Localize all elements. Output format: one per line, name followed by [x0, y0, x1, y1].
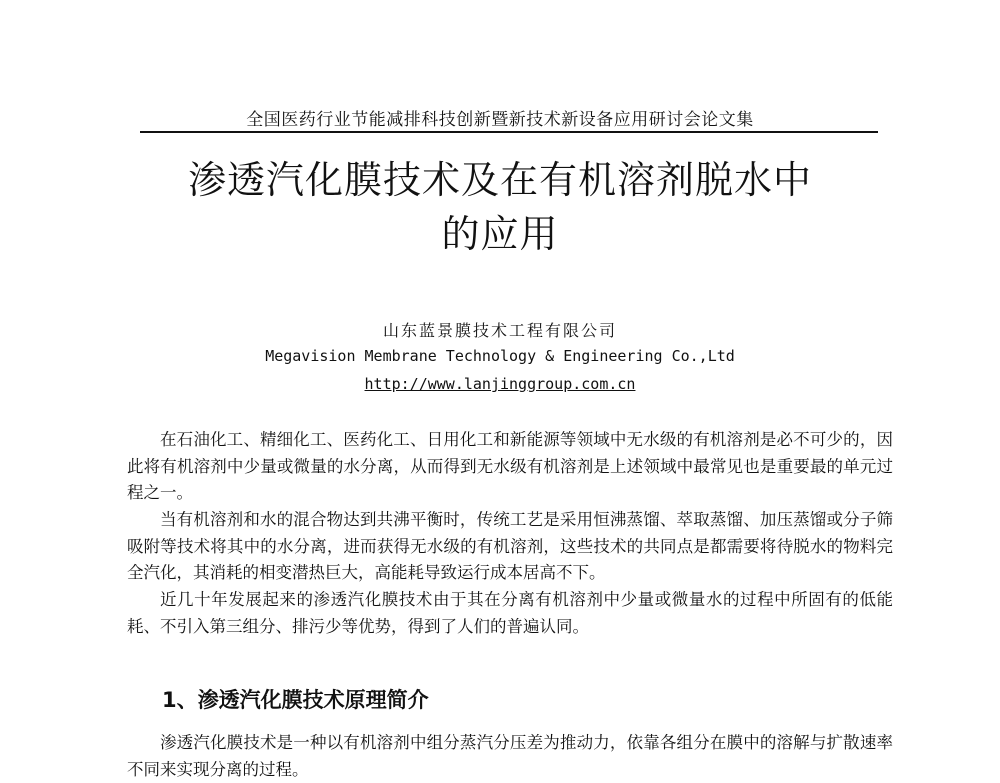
affiliation-url[interactable] [0, 375, 1000, 393]
header-rule [140, 131, 878, 133]
proceedings-title: 全国医药行业节能减排科技创新暨新技术新设备应用研讨会论文集 [246, 110, 754, 130]
section-paragraph-1: 渗透汽化膜技术是一种以有机溶剂中组分蒸汽分压差为推动力，依靠各组分在膜中的溶解与扩散速率不同来实现分离的过程。 [127, 733, 893, 779]
body-paragraph-1: 在石油化工、精细化工、医药化工、日用化工和新能源等领域中无水级的有机溶剂是必不可少的，因此将有机溶剂中少量或微量的水分离，从而得到无水级有机溶剂是上述领域中最常见也是重要最的单元过程之一。 [127, 430, 893, 502]
affiliation-name-cn: 山东蓝景膜技术工程有限公司 [382, 321, 617, 340]
body-paragraph-3: 近几十年发展起来的渗透汽化膜技术由于其在分离有机溶剂中少量或微量水的过程中所固有的低能耗、不引入第三组分、排污少等优势，得到了人们的普遍认同。 [127, 590, 893, 636]
affiliation-url-link[interactable]: http://www.lanjinggroup.com.cn [364, 375, 636, 393]
affiliation-name-en: Megavision Membrane Technology & Engineering Co.,Ltd [265, 347, 735, 365]
paper-title-line-1: 渗透汽化膜技术及在有机溶剂脱水中 [187, 158, 812, 202]
paper-title-line-2: 的应用 [441, 212, 559, 256]
body-paragraph-2: 当有机溶剂和水的混合物达到共沸平衡时，传统工艺是采用恒沸蒸馏、萃取蒸馏、加压蒸馏或分子筛吸附等技术将其中的水分离，进而获得无水级的有机溶剂，这些技术的共同点是都需要将待脱水的物料完全汽化，其消耗的相变潜热巨大，高能耗导致运行成本居高不下。 [127, 510, 893, 582]
paper-title [0, 153, 1000, 261]
section-heading: 1、渗透汽化膜技术原理简介 [162, 688, 429, 712]
